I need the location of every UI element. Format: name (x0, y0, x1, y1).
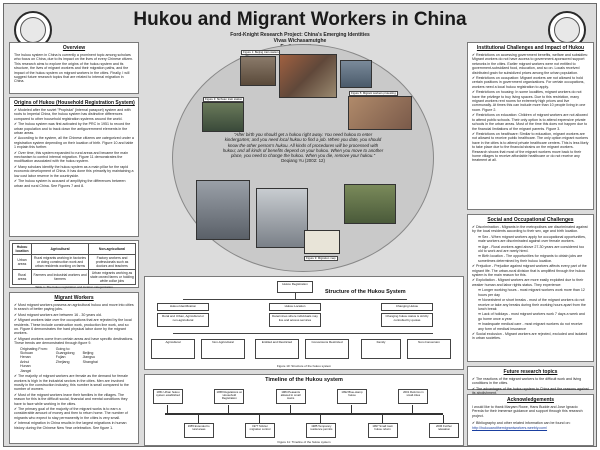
seal-emblem-icon (554, 17, 580, 43)
quote-author: Deqiang Yu (2002: 12) (281, 158, 325, 164)
timeline-tick (290, 405, 291, 413)
structure-caption: Figure 10: Structure of the hukou system (276, 364, 332, 368)
place-item: Zhejiang (55, 359, 70, 364)
place-item: Shanghai (82, 359, 98, 364)
structure-leaf: Conversions Restricted (305, 339, 349, 359)
list-item: ✔ Internal migration in China results in the largest migrations in human history during the Chinese New Year celebration. See figure 1. (14, 421, 127, 430)
figure-caption: Figure 1: Beijing train station (243, 50, 279, 54)
table-header: Hukou location (13, 244, 32, 255)
timeline-event: 1985 Temporary residence permits (306, 423, 336, 438)
origins-label: Originating From: (20, 346, 48, 351)
list-item: ✔ Most of the migrant workers leave their families in the villages. The reason for this is the difficult social, financial and mental conditions they have to face while working in the cities. (14, 392, 128, 406)
photo-rural-village (344, 184, 396, 224)
overview-panel (9, 42, 139, 94)
list-item: ➡ Nonexistent or short breaks - most of the migrant workers do not receive or take any breaks during their working hours apart from the lunch break (478, 298, 586, 311)
place-item: Jiangxi (20, 368, 32, 373)
photo-dormitory (340, 60, 372, 88)
subtitle-line: Vivas Wichasamutghe (273, 38, 327, 44)
ack-text: I would like to thank Maryam Rowe, Hans Budde and Jose Ignacio Pereda for their immense guidance and support through this research project. (472, 405, 583, 418)
quote-text: "After birth you should get a hukou right away. You need hukou to enter kindergarten; and you need local hukou to find a job. When you date, you should know the other person's hukou. All kinds of procedures will be processed with hukou; and all kinds of benefits depend on your hukou. When you move to another place, you need to change the hukou. When you die, remove your hukou." (222, 132, 384, 159)
photo-workers-group (348, 96, 412, 130)
photo-crowd (279, 54, 337, 98)
list-item: ➡ Sex - When migrant workers apply for occupational opportunities, male workers are discriminated against over female workers. (478, 234, 586, 244)
institutional-panel (467, 42, 594, 210)
structure-node-desc: Changing hukou status is strictly controlled by quotas (381, 313, 433, 327)
list-item: ✔ Restrictions on housing: In some localities, migrant workers do not have the privilege to buy living spaces. Due to this restriction, many migrant workers rent rooms for extremely high prices and live communally. At times this can include more than 10 people living in one room. Figure 2. (472, 90, 586, 112)
panel-heading: Social and Occupational Challenges (487, 217, 574, 223)
hukou-table (12, 243, 136, 285)
table-header: Non-agricultural (89, 244, 136, 255)
list-item: ✔ The primary goal of the majority of the migrant works is to earn a considerable amount of money and then to return home. The number of migrants who expect to stay permanently in the cities is very small. (14, 406, 128, 420)
timeline-tick (259, 415, 260, 423)
list-item: ✔ Many scholars identify the hukou system as a main pillar for the rapid economic development of China. It has done this primarily by maintaining a low cost labor reserve in the countryside. (14, 164, 134, 178)
place-item: Hunan (20, 364, 31, 369)
panel-heading: Institutional Challenges and Impact of Hukou (476, 45, 585, 51)
structure-connector (295, 293, 296, 299)
panel-heading: Future research topics (503, 369, 558, 375)
list-item: ✔ Prejudice - Prejudice against migrant workers affects every part of the migrant life. The urban-rural division that is amplified through the hukou system is the main reason for this. (472, 264, 587, 278)
timeline-title: Timeline of the Hukou system (265, 377, 343, 383)
timeline-tick (320, 415, 321, 423)
timeline-event: 1984 Peasants allowed in small towns (276, 389, 306, 404)
panel-heading: Overview (62, 45, 86, 51)
structure-node: Changing Hukou (381, 303, 433, 311)
place-item: Anhui (20, 359, 30, 364)
bibliography-text: ✔ Bibliography and other related information can be found on: (472, 421, 571, 426)
origins-panel (9, 97, 139, 237)
table-row: Urban areas Rural migrants working in factories or doing construction work and urban residents working on farms Factory workers and professionals such as doctors and teachers (13, 255, 136, 270)
list-item: ✔ Over time, this system expanded to rural areas and became the main mechanism to control internal migration. Figure 11 demonstrates the modification associated with the hukou system. (14, 150, 129, 164)
list-item: ✔ Social exclusion - Migrant workers are rejected, excluded and isolated in urban societies. (472, 331, 588, 341)
list-item: ✔ The hukou system is accused of amplifying the differences between urban and rural China. See Figures 7 and 8. (14, 179, 126, 188)
timeline-axis (165, 413, 443, 415)
bibliography-link[interactable]: http://hukouandthemigrantworkers.weebly.com/ (472, 425, 548, 430)
timeline-event: 1992 Blue-stamp hukou (337, 389, 367, 404)
hukou-table-panel (9, 240, 139, 288)
list-item: ➡ Age - Rural workers aged above 27-30 years are considered too old to work and are rarely hired. (478, 244, 585, 254)
place-item: Fujian (55, 355, 66, 360)
timeline-event: 1997 Small town hukou reform (368, 423, 398, 438)
timeline-panel (144, 374, 464, 446)
timeline-tick (351, 405, 352, 413)
list-item: ✔ According to the system, all the Chinese citizens are categorized under a registration system depending on their location of birth. Figure 10 and table 1 explain this further. (14, 136, 134, 150)
list-item: ✔ Migrant workers come from certain areas and have specific destinations. These trends are demonstrated through figure 9. (14, 336, 134, 346)
timeline-event: 1955 Extended to rural areas (184, 423, 214, 438)
timeline-event: 2001 Reforms in small cities (398, 389, 428, 404)
migration-places (14, 347, 134, 373)
table-caption: Table 1: The hukou registration and location categorization (35, 285, 113, 289)
timeline-event: 1951 Urban hukou system established (153, 389, 183, 404)
list-item: ✔ Most migrant workers are between 16 - 30 years old. (14, 312, 102, 317)
timeline-tick (412, 405, 413, 413)
structure-connector (173, 333, 433, 334)
timeline-event: 2006 Further relaxation (429, 423, 459, 438)
list-item: ➡ Birth location - The opportunities for migrants to obtain jobs are sometimes determined by their hukou location. (478, 254, 583, 263)
structure-leaf: Agricultural (151, 339, 195, 359)
structure-root: Hukou Registration (277, 281, 313, 293)
structure-node: Hukou Identification (157, 303, 209, 311)
timeline-caption: Figure 11: Timeline of the hukou system (277, 440, 331, 444)
list-item: ➡ Inadequate medical care - most migrant workers do not receive any form of medical insurance (478, 322, 583, 331)
panel-heading: Acknowledgements (507, 397, 554, 403)
structure-leaf: Family (361, 339, 401, 359)
photo-workers-street (202, 102, 244, 132)
timeline-tick (382, 415, 383, 423)
table-header: Agricultural (32, 244, 89, 255)
structure-leaf: Non-Conversion (407, 339, 451, 359)
timeline-tick (198, 415, 199, 423)
list-item: ✔ The hukou system was first activated by the PRC in 1951 to record the urban population and to track down the antigovernment elements in the urban areas. (14, 122, 131, 136)
list-item: ➡ Lack of holidays - most migrant workers work 7 days a week and go home once a year (478, 312, 585, 321)
structure-node: Hukou Location (269, 303, 321, 311)
photo-construction (196, 180, 250, 240)
timeline-event: 1958 Regulations on Household Registration (214, 389, 244, 404)
future-panel (467, 366, 594, 390)
acknowledgements-panel (467, 394, 594, 446)
list-item: ✔ Restrictions on occupation: Migrant workers are not allowed to hold certain positions in government organizations. For certain occupations, workers need a local hukou registration to apply. (472, 76, 585, 89)
list-item: ✔ Restrictions on education: Children of migrant workers are not allowed to attend public schools. Their only option is to attend expensive private schools in the urban areas. Most of the time this does not happen due to the financial limitations of the migrant parents. Figure 3. (472, 113, 588, 131)
structure-connector (183, 299, 407, 300)
structure-leaf: Entitled and Restricted (255, 339, 299, 359)
migrant-workers-panel (9, 292, 139, 444)
place-item: Sichuan (20, 351, 33, 356)
timeline-tick (443, 415, 444, 423)
list-item: ✔ Restrictions on accessing government benefits, welfare and subsidies: Migrant workers do not have access to government-sponsored support networks in the cities. Earlier migrant workers were not entitled to government-subsidized food, education, and so on. Locals received distributed grain for subsidized prices among the urban population. (472, 53, 588, 75)
seal-emblem-icon (20, 17, 46, 43)
figure-caption: Figure 5: Migrant workers protesting (351, 91, 396, 95)
going-label: Going to: (55, 346, 71, 351)
figure-caption: Figure 3: Sichuan train station (205, 97, 243, 101)
list-item: ➡ Longer working hours - most migrant workers work more than 12 hours per day (478, 288, 585, 297)
structure-node-desc: Determines where individuals may live and access services (269, 313, 321, 327)
list-item: ✔ Restrictions on healthcare: Similar to education, migrant workers are not allowed to receive public healthcare. The only option migrant workers have in the cities is to attend private healthcare centers. This is less likely to take place due to the financial strains on the migrant workers. Research shows that most of the migrant workers move back to their home villages to receive affordable healthcare or do not receive any treatment at all. (472, 131, 589, 163)
list-item: ✔ The advantages of the hukou system to China and the reasons against (472, 386, 589, 391)
photo-skyline (256, 188, 308, 248)
list-item: ✔ The reactions of the migrant workers to the difficult work and living conditions in the cities. (472, 377, 582, 386)
structure-node-desc: Rural and Urban, Agricultural or non-agricultural (157, 313, 209, 327)
list-item: ✔ The majority of migrant workers are female as the demand for female workers is high in the industrial sectors in the cities. Men are involved mostly in the construction industry; this number is small compared to the number of women. (14, 374, 129, 392)
panel-heading: Migrant Workers (54, 295, 94, 301)
overview-text: The hukou system in China is currently a prominent topic among scholars who focus on China, due to its impact on the lives of every Chinese citizen. This research aims to explore the origins of the hukou system and its structure, the lives of migrant workers and their migration paths, and the impact of the hukou system on migrant workers in the cities. Finally, I will suggest future research topics that are related to internal migration in China. (14, 53, 134, 84)
panel-heading: Origins of Hukou (Household Registration System) (14, 100, 135, 106)
structure-panel (144, 276, 464, 370)
figure-caption: Figure 9: Migration map (306, 256, 336, 260)
list-item: ✔ Modeled after the soviet "Propiska" (internal passport) system and with roots to Imperial China, the hukou system has distinctive differences compared to other household registration systems around the world. (14, 108, 131, 121)
place-item: Beijing (82, 351, 94, 356)
place-item: Henan (20, 355, 31, 360)
list-item: ✔ Migrant workers take over the occupations that are rejected by the local residents. These include construction work, production line work, and so on. Figure 6 demonstrates the hard physical labor done by the migrant workers. (14, 318, 132, 336)
place-item: Jiangsu (82, 355, 95, 360)
subtitle-line: Ford-Knight Research Project: China's Emerging Identities (230, 32, 370, 38)
poster-title: Hukou and Migrant Workers in China (133, 9, 467, 30)
structure-title: Structure of the Hukou System (325, 289, 406, 295)
structure-leaf: Non-Agricultural (201, 339, 245, 359)
timeline-event: 1977 Stricter migration control (245, 423, 275, 438)
table-row: Rural areas Farmers and industrial workers and farmers Urban migrants working as state owned farms or holding white collar jobs (13, 270, 136, 285)
list-item: ✔ Exploitation - Migrant workers are more easily exploited due to their weaker human and labor rights status. They experience: (472, 278, 584, 287)
list-item: ✔ Discrimination - Migrants in the metropolises are discriminated against by the local residents according to their sex, age and birth location. (472, 225, 588, 234)
timeline-tick (167, 405, 168, 413)
list-item: ✔ Most migrant workers possess an agricultural hukou and move into cities in search of better paying jobs. (14, 303, 134, 312)
hukou-quote (222, 132, 384, 164)
timeline-tick (228, 405, 229, 413)
photo-train-station (240, 56, 276, 86)
photo-migration-map (304, 230, 340, 254)
place-item: Guangdong (55, 351, 75, 356)
social-panel (467, 214, 594, 362)
poster (3, 3, 597, 447)
